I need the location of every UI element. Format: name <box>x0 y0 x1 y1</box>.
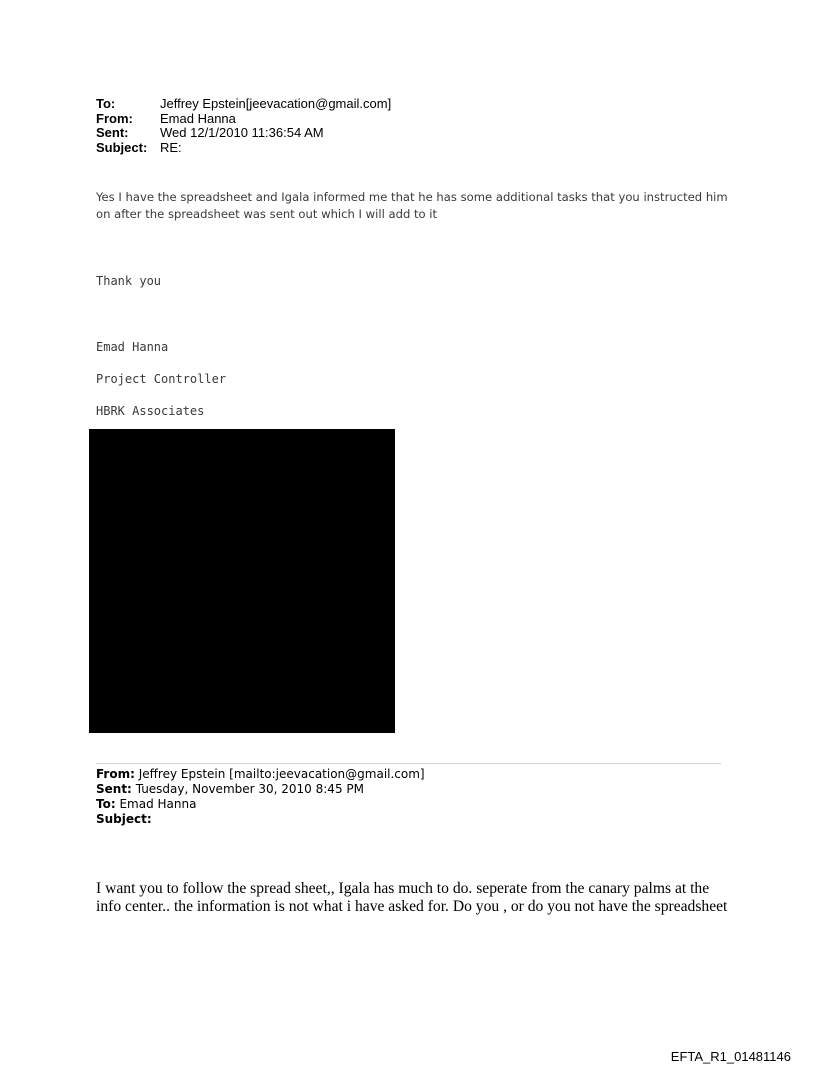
quoted-body: I want you to follow the spread sheet,, Igala has much to do. seperate from the canary palms at the info center.. the information is not what i have asked for. Do you , or do you not have the spreadsheet <box>96 880 728 915</box>
sent-row <box>96 126 391 141</box>
sent-label: Sent: <box>96 125 129 140</box>
subject-row <box>96 141 391 156</box>
quoted-subject-label: Subject: <box>96 812 152 826</box>
to-label: To: <box>96 96 116 111</box>
signature-title: Project Controller <box>96 372 227 386</box>
quoted-sent-label: Sent: <box>96 782 132 796</box>
document-id: EFTA_R1_01481146 <box>670 1049 791 1064</box>
signature-name: Emad Hanna <box>96 340 169 354</box>
from-value: Emad Hanna <box>160 110 236 126</box>
quote-divider <box>96 763 721 764</box>
sent-value: Wed 12/1/2010 11:36:54 AM <box>160 125 324 140</box>
from-label: From: <box>96 110 133 126</box>
signature-company: HBRK Associates <box>96 404 205 418</box>
to-value: Jeffrey Epstein[jeevacation@gmail.com] <box>160 96 392 111</box>
thanks-line: Thank you <box>96 274 162 288</box>
quoted-subject-row <box>96 812 425 827</box>
quoted-from-value: Jeffrey Epstein [mailto:jeevacation@gmail.com] <box>138 767 425 781</box>
reply-body: Yes I have the spreadsheet and Igala informed me that he has some additional tasks that you instructed him on after the spreadsheet was sent out which I will add to it <box>96 190 728 221</box>
quoted-sent-row <box>96 782 425 797</box>
subject-value: RE: <box>160 139 182 155</box>
quoted-sent-value: Tuesday, November 30, 2010 8:45 PM <box>135 782 364 796</box>
quoted-to-row <box>96 797 425 812</box>
from-row <box>96 112 391 127</box>
quoted-to-label: To: <box>96 797 116 811</box>
quoted-header <box>96 767 425 827</box>
quoted-from-label: From: <box>96 767 135 781</box>
quoted-to-value: Emad Hanna <box>119 797 197 811</box>
email-header <box>96 97 391 155</box>
subject-label: Subject: <box>96 139 148 155</box>
quoted-from-row <box>96 767 425 782</box>
redaction-block <box>89 429 395 733</box>
to-row <box>96 97 391 112</box>
